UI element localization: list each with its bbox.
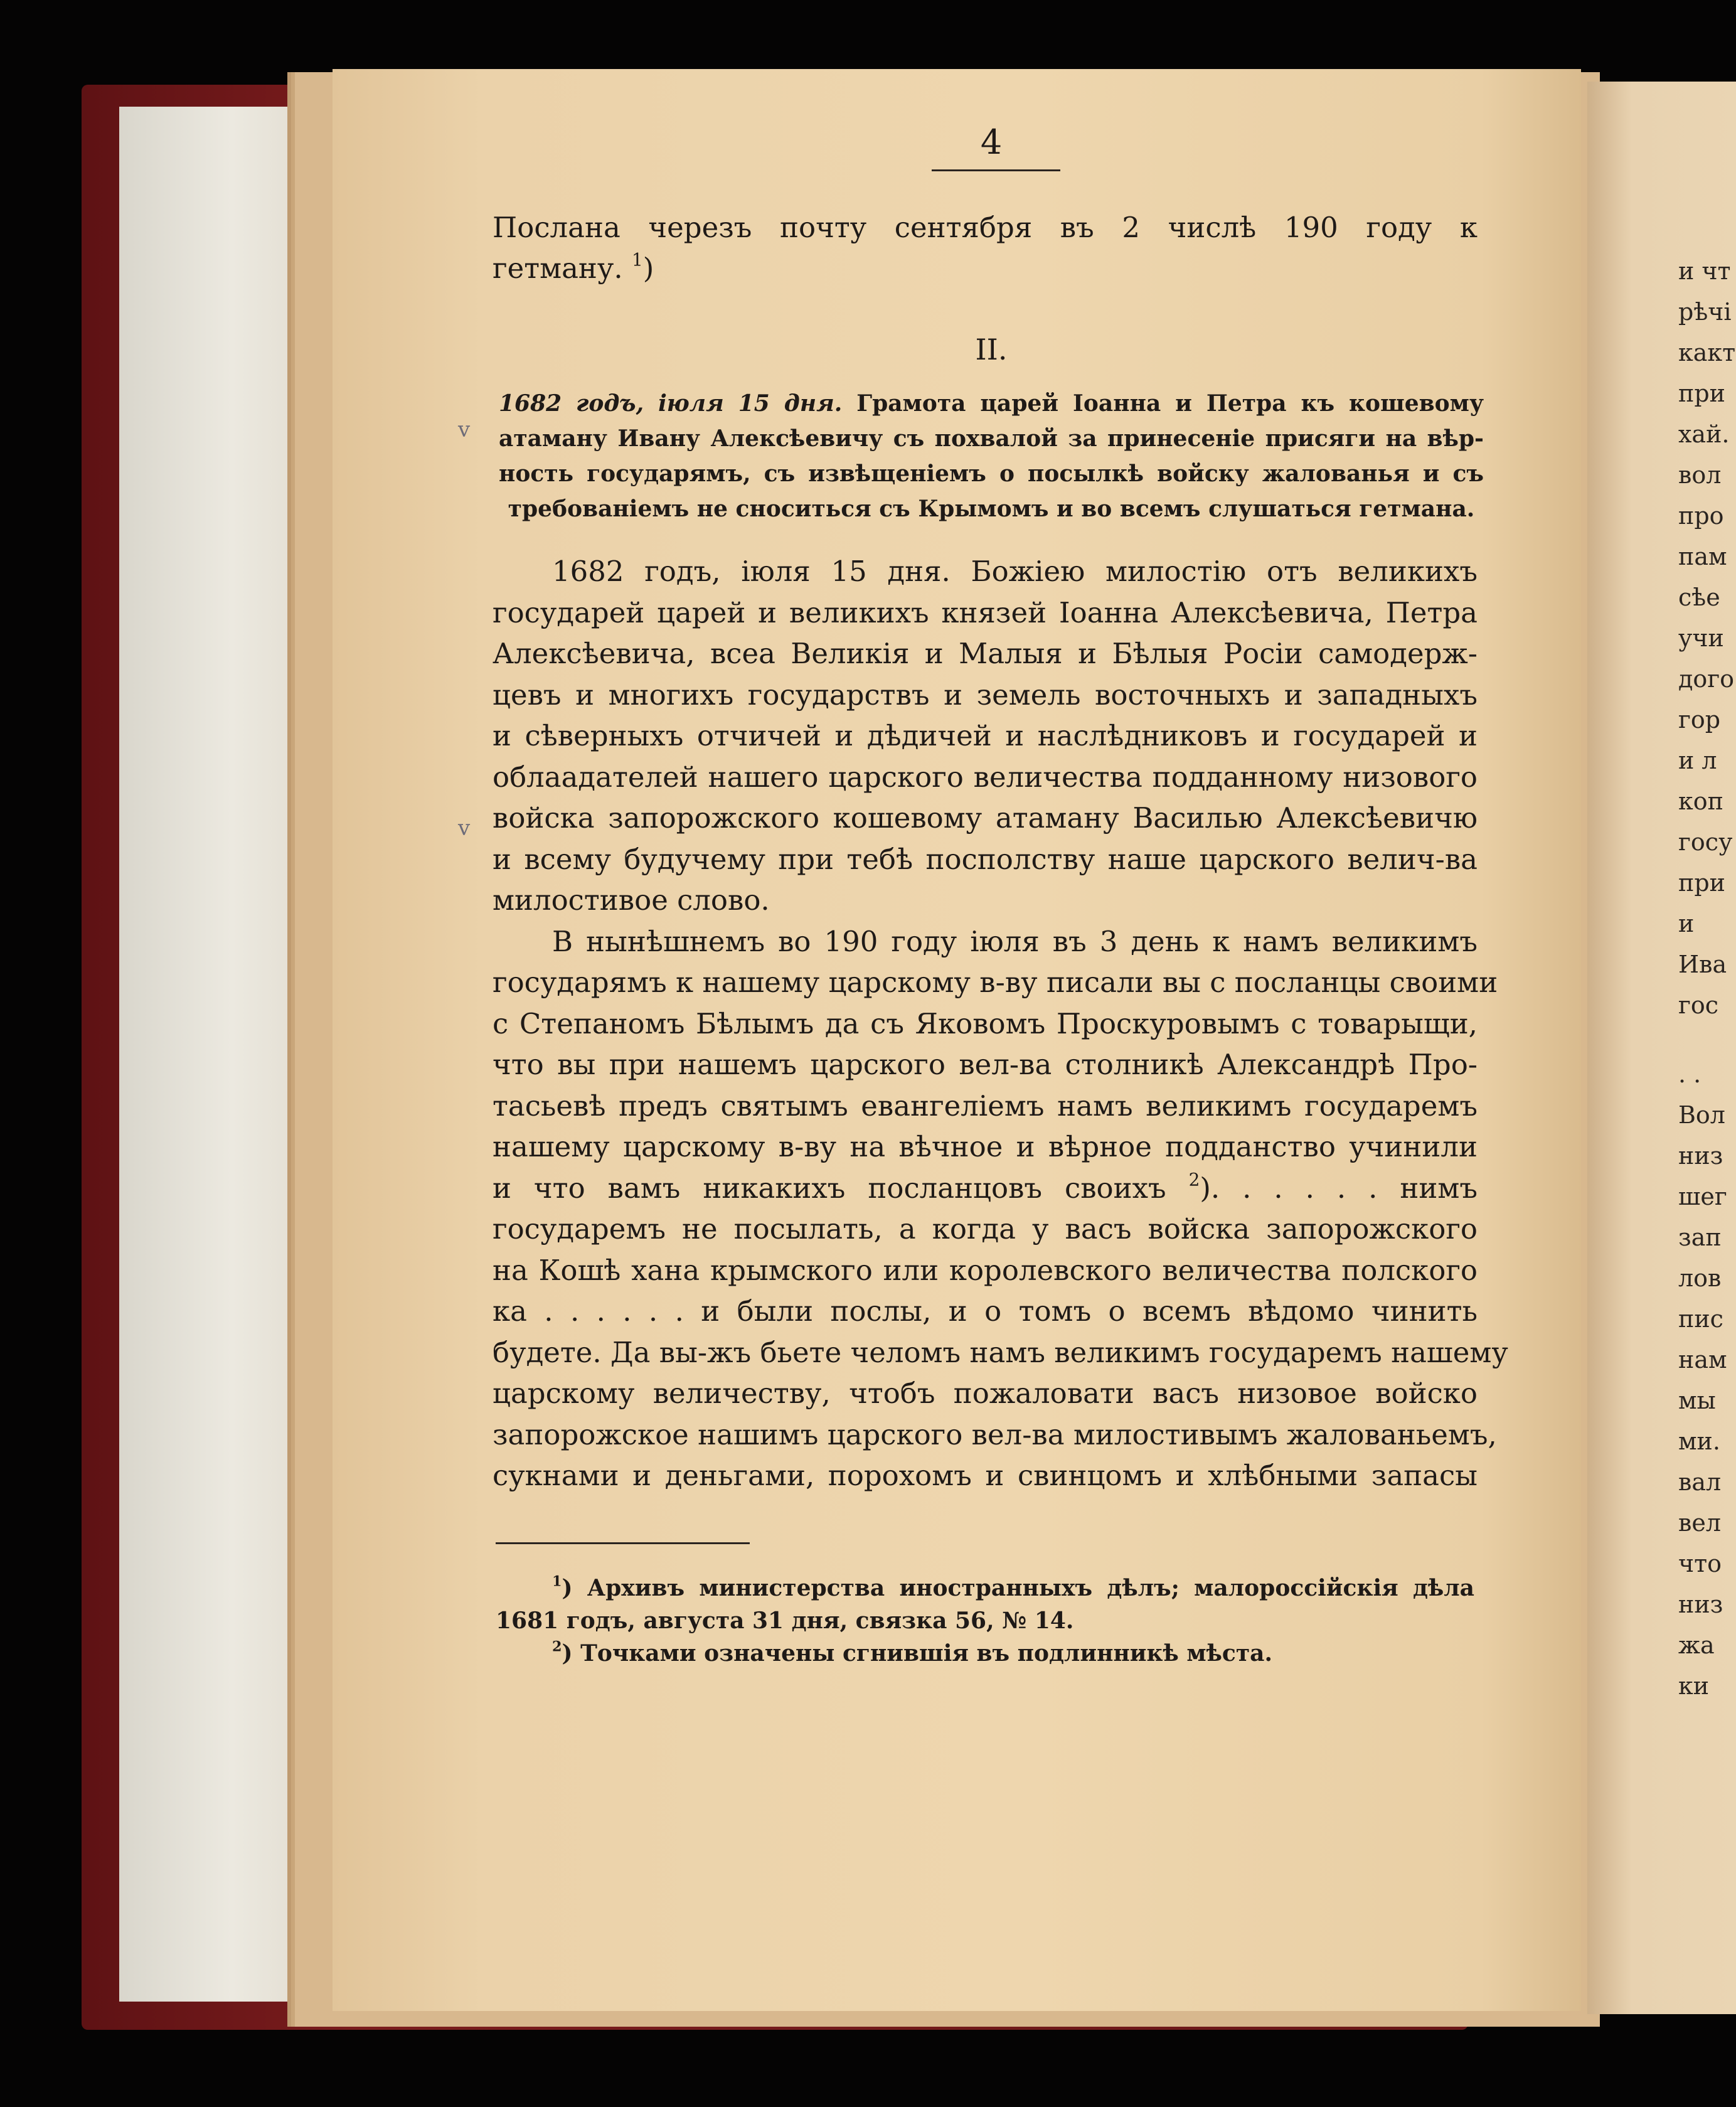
right-page-fragment: коп — [1678, 787, 1723, 815]
right-page-fragment: лов — [1678, 1264, 1722, 1292]
footnote-ref-1: 1 — [632, 249, 643, 270]
body-line: облаадателей нашего царского величества подданному низового — [493, 760, 1478, 794]
body-line: запорожское нашимъ царского вел-ва милостивымъ жалованьемъ, — [493, 1417, 1497, 1451]
right-page-fragment: зап — [1678, 1224, 1722, 1251]
right-page-fragment: низ — [1678, 1142, 1723, 1170]
body-line: Алексѣевича, всеа Великія и Малыя и Бѣлыя Росіи самодерж- — [493, 637, 1478, 670]
body-line: войска запорожского кошевому атаману Василью Алексѣевичю — [493, 801, 1478, 835]
summary-line-2: атаману Ивану Алексѣевичу съ похвалой за принесеніе присяги на вѣр- — [499, 425, 1484, 452]
body-line: и всему будучему при тебѣ посполству наше царского велич-ва — [493, 842, 1478, 876]
body-line: государей царей и великихъ князей Іоанна Алексѣевича, Петра — [493, 595, 1478, 629]
right-page-fragment: низ — [1678, 1591, 1723, 1618]
footnote-rule — [496, 1542, 750, 1544]
footnote-1-mark: 1 — [552, 1573, 562, 1590]
body-line: будете. Да вы-жъ бьете челомъ намъ великимъ государемъ нашему — [493, 1335, 1508, 1369]
body-line: нашему царскому в-ву на вѣчное и вѣрное подданство учинили — [493, 1130, 1478, 1163]
right-page-fragment: и л — [1678, 747, 1717, 774]
right-page-fragment: и чт — [1678, 257, 1731, 285]
right-page-fragment: хай. — [1678, 420, 1730, 448]
right-page-fragment: сѣе — [1678, 584, 1720, 611]
body-line: ка . . . . . . и были послы, и о томъ о всемъ вѣдомо чинить — [493, 1294, 1478, 1328]
footnote-ref-2: 2 — [1188, 1168, 1200, 1190]
body-line: государемъ не посылать, а когда у васъ войска запорожского — [493, 1212, 1478, 1246]
right-page-fragment: вел — [1678, 1509, 1722, 1537]
footnote-1-line-2: 1681 годъ, августа 31 дня, связка 56, № 14. — [496, 1608, 1074, 1634]
page-number: 4 — [980, 122, 1003, 162]
endpaper — [119, 107, 307, 2002]
right-page-fragment: пам — [1678, 543, 1727, 570]
right-page-fragment: дого — [1678, 665, 1735, 693]
sent-note-close: ) — [642, 252, 654, 285]
summary-line-4: требованіемъ не сноситься съ Крымомъ и во всемъ слушаться гетмана. — [508, 496, 1475, 522]
right-page-fragment: ми. — [1678, 1427, 1720, 1455]
right-page-fragment: пис — [1678, 1305, 1723, 1333]
right-page-fragment: при — [1678, 380, 1725, 407]
body-line-text: и что вамъ никакихъ посланцовъ своихъ — [493, 1171, 1189, 1205]
body-line: на Кошѣ хана крымского или королевского величества полского — [493, 1253, 1478, 1287]
body-line-text: ). . . . . . нимъ — [1200, 1171, 1478, 1205]
right-page-fragment: вал — [1678, 1468, 1722, 1496]
body-line: милостивое слово. — [493, 883, 770, 917]
summary-line-1-text: Грамота царей Іоанна и Петра къ кошевому — [842, 390, 1484, 417]
body-line: В нынѣшнемъ во 190 году іюля въ 3 день к намъ великимъ — [552, 924, 1478, 958]
right-page-fragment: госу — [1678, 828, 1733, 856]
right-page-fragment: Вол — [1678, 1101, 1725, 1129]
body-line: что вы при нашемъ царского вел-ва столникѣ Александрѣ Про- — [493, 1048, 1478, 1081]
body-line-with-footnote — [493, 1168, 1478, 1209]
right-page-fragment: шег — [1678, 1183, 1727, 1210]
margin-mark: v — [458, 816, 471, 841]
right-page-fragment: нам — [1678, 1346, 1727, 1374]
right-page-fragment: про — [1678, 502, 1724, 530]
body-line: с Степаномъ Бѣлымъ да съ Яковомъ Проскуровымъ с товарыщи, — [493, 1006, 1478, 1040]
right-page-fragment: жа — [1678, 1631, 1715, 1659]
footnote-2 — [496, 1637, 1474, 1670]
footnotes — [496, 1572, 1474, 1670]
right-page-fragment: при — [1678, 869, 1725, 897]
sent-note — [493, 207, 1478, 289]
page-number-rule — [932, 169, 1060, 171]
body-line: цевъ и многихъ государствъ и земель восточныхъ и западныхъ — [493, 678, 1478, 712]
document-body — [493, 551, 1508, 1496]
right-page-fragment: ки — [1678, 1672, 1710, 1700]
summary-line-1 — [499, 386, 1484, 421]
sent-note-line-2 — [493, 248, 1478, 289]
sent-note-line-1: Послана черезъ почту сентября въ 2 числѣ 190 году к — [493, 211, 1478, 244]
right-page-fragment: гор — [1678, 706, 1721, 733]
right-page-fragment: гос — [1678, 991, 1719, 1019]
right-page-fragment: Ива — [1678, 951, 1727, 978]
right-page-fragment: мы — [1678, 1387, 1716, 1414]
right-page-fragment: и — [1678, 910, 1695, 937]
right-page-fragment: вол — [1678, 461, 1722, 489]
right-page-fragment: рѣчі — [1678, 298, 1732, 326]
body-line: государямъ к нашему царскому в-ву писали вы с посланцы своими — [493, 966, 1498, 999]
footnote-1-text: ) Архивъ министерства иностранныхъ дѣлъ; малороссійскія дѣла — [562, 1575, 1474, 1601]
right-page-fragment: учи — [1678, 624, 1724, 652]
right-page-fragment: . . — [1678, 1060, 1701, 1088]
summary-date: 1682 годъ, іюля 15 дня. — [499, 390, 843, 417]
body-line: тасьевѣ предъ святымъ евангеліемъ намъ великимъ государемъ — [493, 1089, 1478, 1123]
sent-note-text: гетману. — [493, 252, 632, 285]
footnote-2-mark: 2 — [552, 1638, 562, 1655]
footnote-1-line-1 — [496, 1572, 1474, 1604]
body-line: 1682 годъ, іюля 15 дня. Божіею милостію отъ великихъ — [552, 555, 1478, 588]
body-line: царскому величеству, чтобъ пожаловати васъ низовое войско — [493, 1377, 1478, 1410]
right-page — [1587, 82, 1736, 2014]
right-page-fragment: какт — [1678, 339, 1736, 366]
body-line: сукнами и деньгами, порохомъ и свинцомъ и хлѣбными запасы — [493, 1459, 1478, 1492]
summary-line-3: ность государямъ, съ извѣщеніемъ о посылкѣ войску жалованья и съ — [499, 461, 1484, 487]
right-page-fragment: что — [1678, 1550, 1722, 1577]
document-summary — [499, 386, 1484, 526]
body-line: и сѣверныхъ отчичей и дѣдичей и наслѣдниковъ и государей и — [493, 719, 1478, 752]
footnote-2-text: ) Точками означены сгнившія въ подлинникѣ мѣста. — [562, 1640, 1273, 1667]
margin-mark: v — [458, 417, 471, 442]
section-number: II. — [975, 333, 1008, 366]
